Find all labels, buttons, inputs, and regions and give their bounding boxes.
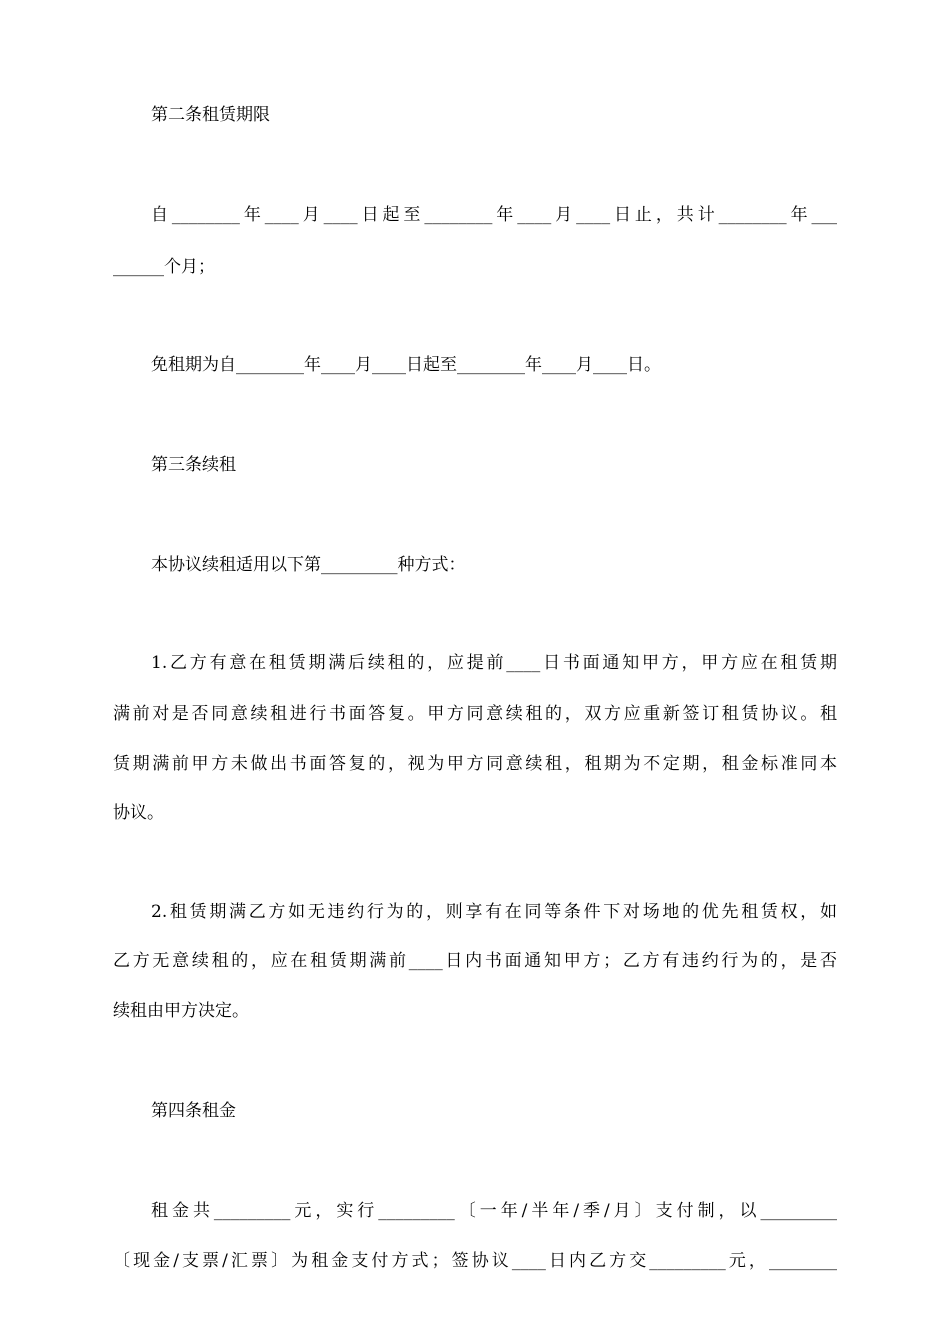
- article-2-heading: 第二条租赁期限: [151, 105, 270, 125]
- lease-term-line-2: ______个月；: [113, 257, 215, 277]
- article-4-heading: 第四条租金: [151, 1101, 236, 1121]
- renewal-item-1-line-1: 1.乙方有意在租赁期满后续租的，应提前____日书面通知甲方，甲方应在租赁期: [151, 653, 837, 673]
- rent-line-1: 租金共_________元，实行_________〔一年/半年/季/月〕支付制，以_________: [151, 1201, 837, 1221]
- renewal-item-2-line-1: 2.租赁期满乙方如无违约行为的，则享有在同等条件下对场地的优先租赁权，如: [151, 902, 837, 922]
- rent-line-2: 〔现金/支票/汇票〕为租金支付方式；签协议____日内乙方交_________元，________: [113, 1251, 837, 1271]
- renewal-intro: 本协议续租适用以下第_________种方式：: [151, 555, 466, 575]
- renewal-item-2-line-3: 续租由甲方决定。: [113, 1001, 249, 1021]
- renewal-item-1-line-2: 满前对是否同意续租进行书面答复。甲方同意续租的，双方应重新签订租赁协议。租: [113, 704, 837, 724]
- renewal-item-1-line-3: 赁期满前甲方未做出书面答复的，视为甲方同意续租，租期为不定期，租金标准同本: [113, 754, 837, 774]
- lease-term-line-1: 自________年____月____日起至________年____月____日止，共计________年___: [151, 205, 837, 225]
- rent-free-period: 免租期为自________年____月____日起至________年____月____日。: [151, 355, 661, 375]
- article-3-heading: 第三条续租: [151, 455, 236, 475]
- renewal-item-1-line-4: 协议。: [113, 803, 164, 823]
- renewal-item-2-line-2: 乙方无意续租的，应在租赁期满前____日内书面通知甲方；乙方有违约行为的，是否: [113, 951, 837, 971]
